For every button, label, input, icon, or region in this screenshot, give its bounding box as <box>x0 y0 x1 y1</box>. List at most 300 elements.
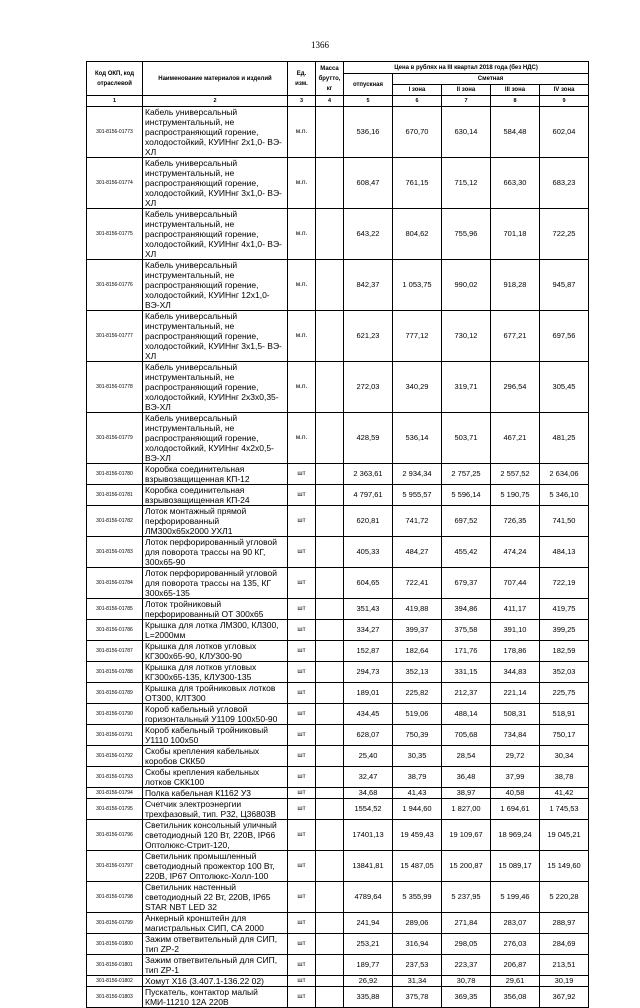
row-unit: м.п. <box>288 260 316 311</box>
table-row <box>87 799 589 820</box>
table-row <box>87 882 589 913</box>
row-unit: м.п. <box>288 362 316 413</box>
row-code: 301-8156-01791 <box>87 725 143 746</box>
row-zone-2-price: 19 109,67 <box>442 820 491 851</box>
row-unit: шт <box>288 704 316 725</box>
row-name: Лоток тройниковый перфорированный ОТ 300х65 <box>143 599 288 620</box>
row-mass <box>316 934 344 955</box>
column-number-row <box>87 96 589 107</box>
table-row <box>87 767 589 788</box>
row-mass <box>316 913 344 934</box>
row-zone-4-price: 602,04 <box>540 107 589 158</box>
row-zone-2-price: 394,86 <box>442 599 491 620</box>
row-name: Скобы крепления кабельных лотков СКК100 <box>143 767 288 788</box>
row-zone-1-price: 399,37 <box>393 620 442 641</box>
row-unit: шт <box>288 955 316 976</box>
row-zone-3-price: 726,35 <box>491 506 540 537</box>
header-zone-4: IV зона <box>540 85 589 96</box>
row-zone-3-price: 29,61 <box>491 976 540 987</box>
row-zone-2-price: 212,37 <box>442 683 491 704</box>
row-mass <box>316 704 344 725</box>
header-name: Наименование материалов и изделий <box>143 62 288 96</box>
row-zone-4-price: 352,03 <box>540 662 589 683</box>
row-unit: м.п. <box>288 158 316 209</box>
row-name: Кабель универсальный инструментальный, не распространяющий горение, холодостойкий, КУИНнг 2х1,0- ВЭ-ХЛ <box>143 107 288 158</box>
table-row <box>87 976 589 987</box>
row-release-price: 189,77 <box>344 955 393 976</box>
row-code: 301-8156-01800 <box>87 934 143 955</box>
row-zone-1-price: 5 955,57 <box>393 485 442 506</box>
row-release-price: 604,65 <box>344 568 393 599</box>
row-zone-2-price: 15 200,87 <box>442 851 491 882</box>
table-row <box>87 362 589 413</box>
table-row <box>87 413 589 464</box>
row-name: Счетчик электроэнергии трехфазовый, тип. Р32, Ц36803В <box>143 799 288 820</box>
row-release-price: 643,22 <box>344 209 393 260</box>
row-release-price: 2 363,61 <box>344 464 393 485</box>
row-unit: шт <box>288 788 316 799</box>
row-zone-4-price: 518,91 <box>540 704 589 725</box>
row-unit: шт <box>288 820 316 851</box>
row-code: 301-8156-01785 <box>87 599 143 620</box>
row-zone-1-price: 804,62 <box>393 209 442 260</box>
row-zone-2-price: 319,71 <box>442 362 491 413</box>
row-unit: м.п. <box>288 413 316 464</box>
row-zone-1-price: 19 459,43 <box>393 820 442 851</box>
row-zone-1-price: 375,78 <box>393 987 442 1008</box>
row-zone-2-price: 705,68 <box>442 725 491 746</box>
column-number: 4 <box>316 96 344 107</box>
header-unit: Ед. изм. <box>288 62 316 96</box>
row-mass <box>316 107 344 158</box>
row-zone-1-price: 352,13 <box>393 662 442 683</box>
row-zone-4-price: 683,23 <box>540 158 589 209</box>
row-zone-1-price: 5 355,99 <box>393 882 442 913</box>
table-row <box>87 107 589 158</box>
row-unit: шт <box>288 620 316 641</box>
row-unit: шт <box>288 851 316 882</box>
row-unit: шт <box>288 485 316 506</box>
row-zone-3-price: 474,24 <box>491 537 540 568</box>
row-mass <box>316 851 344 882</box>
row-code: 301-8156-01802 <box>87 976 143 987</box>
row-unit: шт <box>288 767 316 788</box>
row-zone-3-price: 37,99 <box>491 767 540 788</box>
row-zone-3-price: 467,21 <box>491 413 540 464</box>
row-zone-2-price: 630,14 <box>442 107 491 158</box>
price-table <box>86 61 589 1008</box>
header-zone-2: II зона <box>442 85 491 96</box>
header-zone-1: I зона <box>393 85 442 96</box>
row-mass <box>316 362 344 413</box>
row-name: Кабель универсальный инструментальный, не распространяющий горение, холодостойкий, КУИНнг 4х1,0- ВЭ-ХЛ <box>143 209 288 260</box>
row-release-price: 335,88 <box>344 987 393 1008</box>
row-name: Крышка для тройниковых лотков ОТ300, КЛТ300 <box>143 683 288 704</box>
table-row <box>87 987 589 1008</box>
row-zone-2-price: 488,14 <box>442 704 491 725</box>
row-zone-1-price: 237,53 <box>393 955 442 976</box>
row-zone-4-price: 305,45 <box>540 362 589 413</box>
row-release-price: 13841,81 <box>344 851 393 882</box>
row-zone-3-price: 178,86 <box>491 641 540 662</box>
table-row <box>87 913 589 934</box>
header-estimate-price: Сметная <box>393 74 589 85</box>
row-release-price: 25,40 <box>344 746 393 767</box>
row-zone-1-price: 38,79 <box>393 767 442 788</box>
table-row <box>87 599 589 620</box>
row-mass <box>316 260 344 311</box>
column-number: 7 <box>442 96 491 107</box>
table-row <box>87 934 589 955</box>
row-unit: шт <box>288 568 316 599</box>
column-number: 8 <box>491 96 540 107</box>
row-zone-1-price: 750,39 <box>393 725 442 746</box>
column-number: 2 <box>143 96 288 107</box>
table-row <box>87 537 589 568</box>
row-zone-3-price: 391,10 <box>491 620 540 641</box>
row-name: Лоток перфорированный угловой для поворота трассы на 90 КГ, 300х65-90 <box>143 537 288 568</box>
row-unit: шт <box>288 599 316 620</box>
row-zone-2-price: 1 827,00 <box>442 799 491 820</box>
row-zone-1-price: 225,82 <box>393 683 442 704</box>
row-release-price: 620,81 <box>344 506 393 537</box>
row-unit: м.п. <box>288 107 316 158</box>
row-code: 301-8156-01778 <box>87 362 143 413</box>
table-row <box>87 725 589 746</box>
row-name: Пускатель, контактор малый КМИ-11210 12А 220В <box>143 987 288 1008</box>
row-zone-3-price: 663,30 <box>491 158 540 209</box>
row-name: Кабель универсальный инструментальный, не распространяющий горение, холодостойкий, КУИНнг 3х1,5- ВЭ-ХЛ <box>143 311 288 362</box>
row-release-price: 434,45 <box>344 704 393 725</box>
row-release-price: 405,33 <box>344 537 393 568</box>
row-zone-4-price: 182,59 <box>540 641 589 662</box>
row-zone-4-price: 419,75 <box>540 599 589 620</box>
row-zone-1-price: 182,64 <box>393 641 442 662</box>
row-zone-2-price: 730,12 <box>442 311 491 362</box>
row-zone-1-price: 670,70 <box>393 107 442 158</box>
row-zone-4-price: 484,13 <box>540 537 589 568</box>
row-zone-3-price: 344,83 <box>491 662 540 683</box>
row-zone-4-price: 2 634,06 <box>540 464 589 485</box>
row-zone-2-price: 503,71 <box>442 413 491 464</box>
row-zone-3-price: 5 190,75 <box>491 485 540 506</box>
row-zone-1-price: 536,14 <box>393 413 442 464</box>
row-code: 301-8156-01780 <box>87 464 143 485</box>
row-zone-3-price: 29,72 <box>491 746 540 767</box>
row-zone-2-price: 271,84 <box>442 913 491 934</box>
row-unit: м.п. <box>288 209 316 260</box>
row-mass <box>316 413 344 464</box>
row-unit: шт <box>288 506 316 537</box>
row-zone-3-price: 1 694,61 <box>491 799 540 820</box>
row-zone-1-price: 316,94 <box>393 934 442 955</box>
row-release-price: 334,27 <box>344 620 393 641</box>
row-zone-3-price: 734,84 <box>491 725 540 746</box>
row-unit: шт <box>288 987 316 1008</box>
row-mass <box>316 987 344 1008</box>
table-row <box>87 464 589 485</box>
row-zone-4-price: 15 149,60 <box>540 851 589 882</box>
row-zone-1-price: 340,29 <box>393 362 442 413</box>
row-release-price: 4789,64 <box>344 882 393 913</box>
row-code: 301-8156-01794 <box>87 788 143 799</box>
row-zone-2-price: 990,02 <box>442 260 491 311</box>
column-number: 5 <box>344 96 393 107</box>
row-zone-2-price: 697,52 <box>442 506 491 537</box>
row-release-price: 536,16 <box>344 107 393 158</box>
row-name: Коробка соединительная взрывозащищенная КП-12 <box>143 464 288 485</box>
row-code: 301-8156-01798 <box>87 882 143 913</box>
row-mass <box>316 746 344 767</box>
row-unit: шт <box>288 683 316 704</box>
row-zone-2-price: 28,54 <box>442 746 491 767</box>
row-zone-2-price: 755,96 <box>442 209 491 260</box>
row-unit: шт <box>288 464 316 485</box>
row-code: 301-8156-01787 <box>87 641 143 662</box>
row-zone-3-price: 584,48 <box>491 107 540 158</box>
row-zone-3-price: 508,31 <box>491 704 540 725</box>
row-name: Кабель универсальный инструментальный, не распространяющий горение, холодостойкий, КУИНнг 4х2х0,5- ВЭ-ХЛ <box>143 413 288 464</box>
row-name: Светильник настенный светодиодный 22 Вт, 220В, IP65 STAR NBT LED 32 <box>143 882 288 913</box>
row-zone-2-price: 298,05 <box>442 934 491 955</box>
row-zone-3-price: 356,08 <box>491 987 540 1008</box>
row-zone-3-price: 18 969,24 <box>491 820 540 851</box>
table-row <box>87 641 589 662</box>
row-zone-4-price: 481,25 <box>540 413 589 464</box>
row-zone-4-price: 284,69 <box>540 934 589 955</box>
row-name: Светильник консольный уличный светодиодный 120 Вт, 220В, IP66 Оптолюкс-Стрит-120, <box>143 820 288 851</box>
row-zone-4-price: 5 346,10 <box>540 485 589 506</box>
row-zone-4-price: 1 745,53 <box>540 799 589 820</box>
column-number: 1 <box>87 96 143 107</box>
row-unit: м.п. <box>288 311 316 362</box>
row-mass <box>316 641 344 662</box>
row-zone-1-price: 761,15 <box>393 158 442 209</box>
row-release-price: 628,07 <box>344 725 393 746</box>
row-release-price: 253,21 <box>344 934 393 955</box>
row-zone-1-price: 1 053,75 <box>393 260 442 311</box>
row-unit: шт <box>288 537 316 568</box>
row-zone-2-price: 5 237,95 <box>442 882 491 913</box>
row-zone-4-price: 750,17 <box>540 725 589 746</box>
row-zone-2-price: 36,48 <box>442 767 491 788</box>
row-mass <box>316 464 344 485</box>
row-mass <box>316 537 344 568</box>
row-name: Крышка для лотков угловых КГ300х65-90, КЛУ300-90 <box>143 641 288 662</box>
row-mass <box>316 788 344 799</box>
row-name: Анкерный кронштейн для магистральных СИП, СА 2000 <box>143 913 288 934</box>
row-release-price: 32,47 <box>344 767 393 788</box>
row-name: Лоток монтажный прямой перфорированный ЛМ300х65х2000 УХЛ1 <box>143 506 288 537</box>
row-mass <box>316 767 344 788</box>
row-release-price: 272,03 <box>344 362 393 413</box>
row-mass <box>316 820 344 851</box>
row-mass <box>316 955 344 976</box>
row-code: 301-8156-01795 <box>87 799 143 820</box>
row-zone-4-price: 741,50 <box>540 506 589 537</box>
row-zone-2-price: 375,58 <box>442 620 491 641</box>
row-zone-2-price: 30,78 <box>442 976 491 987</box>
row-mass <box>316 662 344 683</box>
row-mass <box>316 506 344 537</box>
row-zone-1-price: 722,41 <box>393 568 442 599</box>
row-zone-3-price: 221,14 <box>491 683 540 704</box>
table-row <box>87 820 589 851</box>
row-zone-2-price: 2 757,25 <box>442 464 491 485</box>
table-row <box>87 568 589 599</box>
table-row <box>87 158 589 209</box>
row-name: Хомут Х16 (3.407.1-136.22 02) <box>143 976 288 987</box>
row-zone-1-price: 1 944,60 <box>393 799 442 820</box>
row-mass <box>316 882 344 913</box>
row-code: 301-8156-01784 <box>87 568 143 599</box>
header-mass: Масса брутто, кг <box>316 62 344 96</box>
row-name: Зажим ответвительный для СИП, тип ZP-2 <box>143 934 288 955</box>
row-release-price: 26,92 <box>344 976 393 987</box>
row-zone-3-price: 40,58 <box>491 788 540 799</box>
row-release-price: 1554,52 <box>344 799 393 820</box>
table-row <box>87 851 589 882</box>
row-zone-1-price: 2 934,34 <box>393 464 442 485</box>
row-zone-3-price: 701,18 <box>491 209 540 260</box>
row-zone-4-price: 213,51 <box>540 955 589 976</box>
row-unit: шт <box>288 934 316 955</box>
header-release-price: отпускная <box>344 74 393 96</box>
row-release-price: 34,68 <box>344 788 393 799</box>
row-name: Короб кабельный угловой горизонтальный У1109 100х50-90 <box>143 704 288 725</box>
row-unit: шт <box>288 725 316 746</box>
row-zone-3-price: 206,87 <box>491 955 540 976</box>
row-zone-1-price: 41,43 <box>393 788 442 799</box>
row-mass <box>316 620 344 641</box>
row-code: 301-8156-01779 <box>87 413 143 464</box>
row-code: 301-8156-01788 <box>87 662 143 683</box>
row-zone-4-price: 945,87 <box>540 260 589 311</box>
row-name: Скобы крепления кабельных коробов СКК50 <box>143 746 288 767</box>
column-number: 9 <box>540 96 589 107</box>
row-name: Короб кабельный тройниковый У1110 100х50 <box>143 725 288 746</box>
row-unit: шт <box>288 662 316 683</box>
row-release-price: 241,94 <box>344 913 393 934</box>
row-code: 301-8156-01790 <box>87 704 143 725</box>
row-name: Кабель универсальный инструментальный, не распространяющий горение, холодостойкий, КУИНнг 2х3х0,35- ВЭ-ХЛ <box>143 362 288 413</box>
row-mass <box>316 158 344 209</box>
row-unit: шт <box>288 976 316 987</box>
row-zone-3-price: 918,28 <box>491 260 540 311</box>
row-zone-3-price: 707,44 <box>491 568 540 599</box>
row-zone-2-price: 223,37 <box>442 955 491 976</box>
row-code: 301-8156-01789 <box>87 683 143 704</box>
table-row <box>87 955 589 976</box>
row-unit: шт <box>288 882 316 913</box>
row-zone-1-price: 777,12 <box>393 311 442 362</box>
column-number: 3 <box>288 96 316 107</box>
table-row <box>87 506 589 537</box>
row-zone-4-price: 722,25 <box>540 209 589 260</box>
row-code: 301-8156-01783 <box>87 537 143 568</box>
page-number: 1366 <box>311 40 329 50</box>
row-zone-3-price: 5 199,46 <box>491 882 540 913</box>
row-zone-4-price: 19 045,21 <box>540 820 589 851</box>
row-release-price: 17401,13 <box>344 820 393 851</box>
row-zone-1-price: 15 487,05 <box>393 851 442 882</box>
table-row <box>87 788 589 799</box>
row-zone-2-price: 679,37 <box>442 568 491 599</box>
row-code: 301-8156-01797 <box>87 851 143 882</box>
row-release-price: 152,87 <box>344 641 393 662</box>
header-zone-3: III зона <box>491 85 540 96</box>
table-row <box>87 260 589 311</box>
table-body <box>87 107 589 1008</box>
row-zone-3-price: 411,17 <box>491 599 540 620</box>
row-code: 301-8156-01799 <box>87 913 143 934</box>
row-mass <box>316 568 344 599</box>
row-code: 301-8156-01801 <box>87 955 143 976</box>
row-release-price: 842,37 <box>344 260 393 311</box>
row-code: 301-8156-01782 <box>87 506 143 537</box>
row-unit: шт <box>288 799 316 820</box>
table-row <box>87 746 589 767</box>
row-zone-2-price: 455,42 <box>442 537 491 568</box>
row-unit: шт <box>288 746 316 767</box>
table-row <box>87 209 589 260</box>
row-zone-2-price: 171,76 <box>442 641 491 662</box>
row-code: 301-8156-01775 <box>87 209 143 260</box>
row-zone-4-price: 288,97 <box>540 913 589 934</box>
row-name: Крышка для лотков угловых КГ300х65-135, КЛУ300-135 <box>143 662 288 683</box>
row-zone-1-price: 31,34 <box>393 976 442 987</box>
row-code: 301-8156-01792 <box>87 746 143 767</box>
row-release-price: 608,47 <box>344 158 393 209</box>
column-number: 6 <box>393 96 442 107</box>
row-mass <box>316 209 344 260</box>
row-zone-3-price: 15 089,17 <box>491 851 540 882</box>
table-row <box>87 311 589 362</box>
row-zone-4-price: 225,75 <box>540 683 589 704</box>
row-name: Кабель универсальный инструментальный, не распространяющий горение, холодостойкий, КУИНнг 12х1,0- ВЭ-ХЛ <box>143 260 288 311</box>
row-name: Зажим ответвительный для СИП, тип ZP-1 <box>143 955 288 976</box>
row-code: 301-8156-01776 <box>87 260 143 311</box>
row-mass <box>316 976 344 987</box>
row-zone-4-price: 722,19 <box>540 568 589 599</box>
row-zone-1-price: 419,88 <box>393 599 442 620</box>
row-zone-2-price: 38,97 <box>442 788 491 799</box>
table-row <box>87 683 589 704</box>
row-zone-4-price: 697,56 <box>540 311 589 362</box>
row-mass <box>316 485 344 506</box>
row-zone-3-price: 677,21 <box>491 311 540 362</box>
row-zone-3-price: 283,07 <box>491 913 540 934</box>
row-release-price: 351,43 <box>344 599 393 620</box>
row-zone-2-price: 715,12 <box>442 158 491 209</box>
row-code: 301-8156-01774 <box>87 158 143 209</box>
table-row <box>87 662 589 683</box>
row-code: 301-8156-01796 <box>87 820 143 851</box>
row-release-price: 428,59 <box>344 413 393 464</box>
row-zone-2-price: 369,35 <box>442 987 491 1008</box>
row-code: 301-8156-01786 <box>87 620 143 641</box>
row-zone-4-price: 30,19 <box>540 976 589 987</box>
row-zone-4-price: 399,25 <box>540 620 589 641</box>
row-release-price: 189,01 <box>344 683 393 704</box>
row-zone-1-price: 30,35 <box>393 746 442 767</box>
row-name: Крышка для лотка ЛМ300, КЛ300, L=2000мм <box>143 620 288 641</box>
table-row <box>87 704 589 725</box>
row-code: 301-8156-01777 <box>87 311 143 362</box>
header-code: Код ОКП, код отраслевой <box>87 62 143 96</box>
row-zone-2-price: 5 596,14 <box>442 485 491 506</box>
row-name: Коробка соединительная взрывозащищенная КП-24 <box>143 485 288 506</box>
